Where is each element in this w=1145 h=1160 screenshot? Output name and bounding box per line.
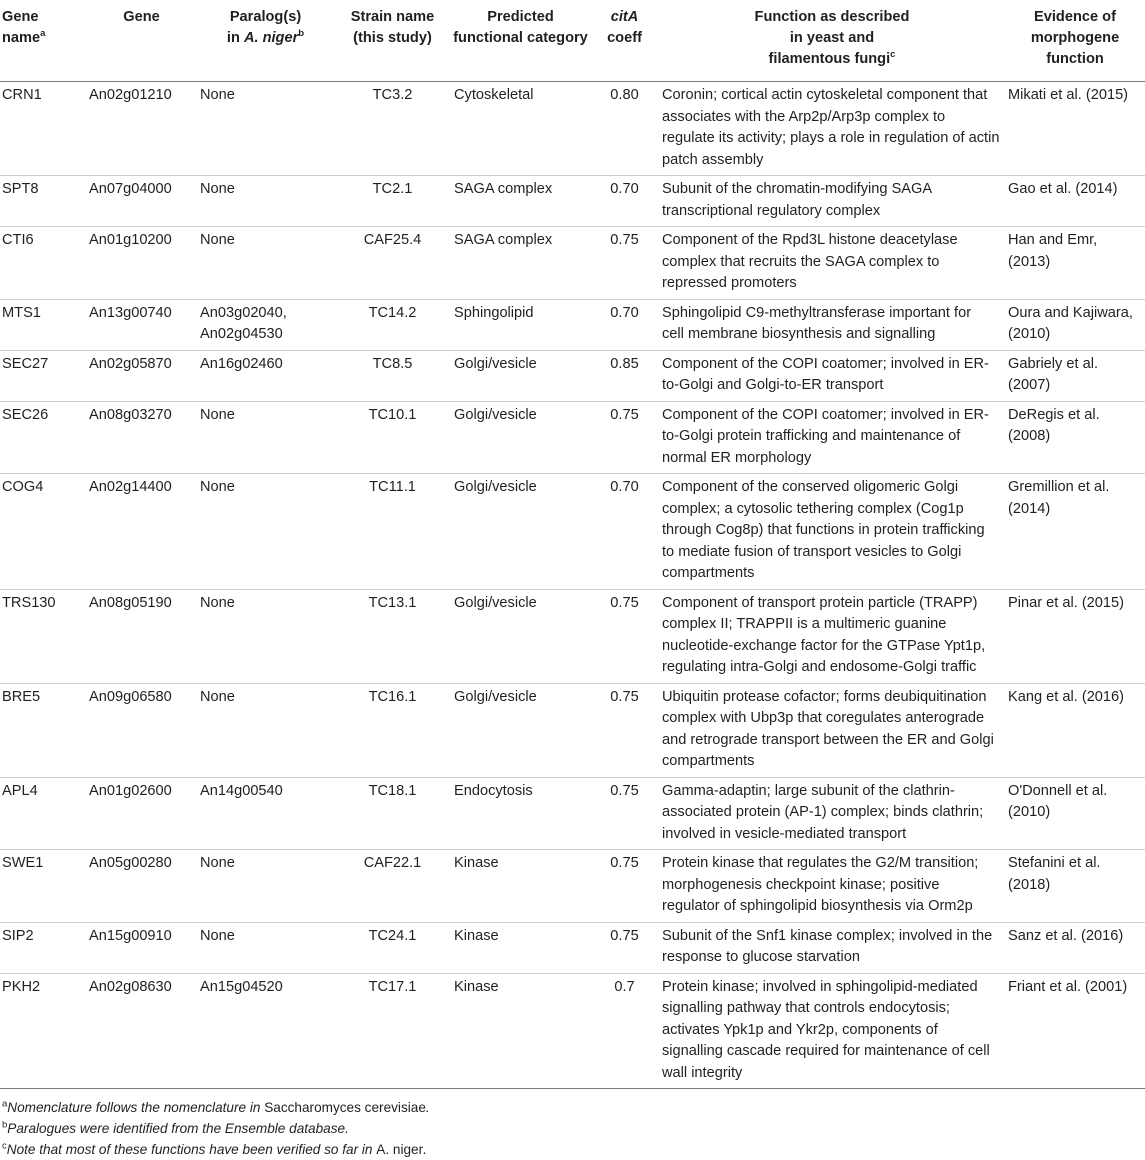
cell-evidence [1005, 973, 1145, 1089]
table-row [0, 176, 1145, 227]
table-row [0, 227, 1145, 300]
cell-function-line: transcriptional regulatory complex [662, 202, 881, 219]
cell-strain: TC17.1 [334, 973, 451, 1089]
cell-function-line: Component of the COPI coatomer; involved in ER- [662, 406, 989, 423]
cell-evidence [1005, 922, 1145, 973]
table-body [0, 82, 1145, 1089]
cell-coeff: 0.75 [590, 683, 659, 777]
cell-function-line: wall integrity [662, 1064, 743, 1081]
cell-coeff: 0.75 [590, 589, 659, 683]
header-paralogs: Paralog(s) in A. niger$^b$ [197, 0, 334, 82]
cell-gene: An01g02600 [86, 777, 197, 850]
cell-function-line: patch assembly [662, 151, 764, 168]
cell-function-line: Gamma-adaptin; large subunit of the clathrin- [662, 782, 955, 799]
cell-category: SAGA complex [451, 227, 590, 300]
header-gene: Gene [86, 0, 197, 82]
cell-evidence [1005, 299, 1145, 350]
cell-paralogs [197, 850, 334, 923]
cell-function [659, 350, 1005, 401]
cell-evidence [1005, 777, 1145, 850]
cell-function-line: Protein kinase that regulates the G2/M transition; [662, 855, 979, 871]
cell-function [659, 973, 1005, 1089]
table-row [0, 973, 1145, 1089]
header-gene-name: Gene name$^a$ [0, 0, 86, 82]
cell-evidence-line: (2010) [1008, 326, 1051, 342]
cell-category: Kinase [451, 973, 590, 1089]
cell-gene: An13g00740 [86, 299, 197, 350]
cell-function-line: to-Golgi and Golgi-to-ER transport [662, 377, 884, 393]
cell-evidence [1005, 683, 1145, 777]
header-coeff: citA coeff [590, 0, 659, 82]
cell-strain: TC14.2 [334, 299, 451, 350]
cell-evidence-line: Gabriely et al. [1008, 355, 1099, 372]
cell-paralogs [197, 82, 334, 176]
cell-evidence-line: (2008) [1008, 428, 1051, 444]
cell-category: Sphingolipid [451, 299, 590, 350]
cell-evidence-line: (2010) [1008, 804, 1051, 820]
cell-evidence-line: Pinar et al. (2015) [1008, 594, 1125, 611]
cell-function [659, 777, 1005, 850]
table-row [0, 474, 1145, 590]
cell-paralogs [197, 777, 334, 850]
cell-function-line: complex II; TRAPPII is a multimeric guanine [662, 616, 947, 632]
cell-function-line: complex with Ubp3p that coregulates anterograde [662, 710, 985, 726]
cell-coeff: 0.75 [590, 922, 659, 973]
cell-gene-name: TRS130 [0, 589, 86, 683]
cell-gene: An08g05190 [86, 589, 197, 683]
cell-function-line: through Cog8p) that functions in protein trafficking [662, 522, 985, 538]
cell-evidence [1005, 176, 1145, 227]
footnote-a: $^a$Nomenclature follows the nomenclature in Saccharomyces cerevisiae. [2, 1098, 430, 1115]
cell-category: Endocytosis [451, 777, 590, 850]
cell-gene-name: SWE1 [0, 850, 86, 923]
cell-gene: An15g00910 [86, 922, 197, 973]
cell-gene: An02g05870 [86, 350, 197, 401]
cell-function-line: Subunit of the Snf1 kinase complex; involved in the [662, 927, 993, 944]
cell-evidence [1005, 589, 1145, 683]
cell-evidence-line: Sanz et al. (2016) [1008, 927, 1124, 944]
cell-category: Kinase [451, 922, 590, 973]
cell-coeff: 0.80 [590, 82, 659, 176]
cell-strain: CAF22.1 [334, 850, 451, 923]
table-row [0, 777, 1145, 850]
table-row [0, 350, 1145, 401]
cell-gene-name: SPT8 [0, 176, 86, 227]
cell-paralogs [197, 683, 334, 777]
cell-function-line: Component of the COPI coatomer; involved in ER- [662, 355, 989, 372]
cell-function [659, 474, 1005, 590]
cell-gene-name: CRN1 [0, 82, 86, 176]
cell-paralogs-line: An02g04530 [200, 326, 283, 342]
cell-function-line: involved in vesicle-mediated transport [662, 825, 907, 842]
cell-function [659, 227, 1005, 300]
cell-gene-name: COG4 [0, 474, 86, 590]
table-row [0, 589, 1145, 683]
cell-paralogs [197, 922, 334, 973]
cell-gene-name: SEC27 [0, 350, 86, 401]
cell-paralogs-line: None [200, 232, 235, 248]
header-evidence: Evidence of morphogene function [1005, 0, 1145, 82]
cell-gene: An07g04000 [86, 176, 197, 227]
footnote-b: $^b$Paralogues were identified from the Ensemble database. [2, 1119, 349, 1136]
cell-category: Kinase [451, 850, 590, 923]
cell-category: Golgi/vesicle [451, 350, 590, 401]
cell-paralogs [197, 176, 334, 227]
cell-gene: An02g14400 [86, 474, 197, 590]
cell-gene-name: SEC26 [0, 401, 86, 474]
cell-gene: An08g03270 [86, 401, 197, 474]
cell-coeff: 0.70 [590, 176, 659, 227]
header-function: Function as described in yeast and filamentous fungi$^c$ [659, 0, 1005, 82]
cell-strain: TC8.5 [334, 350, 451, 401]
cell-category: Golgi/vesicle [451, 683, 590, 777]
cell-function-line: cell membrane biosynthesis and signalling [662, 326, 936, 342]
cell-category: SAGA complex [451, 176, 590, 227]
cell-evidence-line: Stefanini et al. [1008, 855, 1101, 871]
cell-strain: TC2.1 [334, 176, 451, 227]
cell-evidence-line: Gremillion et al. [1008, 479, 1110, 495]
cell-function [659, 589, 1005, 683]
cell-strain: TC16.1 [334, 683, 451, 777]
footnotes [0, 1097, 1145, 1160]
cell-function [659, 299, 1005, 350]
cell-evidence-line: Oura and Kajiwara, [1008, 304, 1133, 321]
cell-function-line: Ubiquitin protease cofactor; forms deubiquitination [662, 688, 987, 705]
cell-function-line: Subunit of the chromatin-modifying SAGA [662, 181, 933, 197]
cell-function-line: Protein kinase; involved in sphingolipid-mediated [662, 978, 978, 995]
table-row [0, 82, 1145, 176]
cell-coeff: 0.85 [590, 350, 659, 401]
cell-strain: CAF25.4 [334, 227, 451, 300]
cell-function-line: associated protein (AP-1) complex; binds clathrin; [662, 804, 984, 820]
cell-gene: An05g00280 [86, 850, 197, 923]
cell-coeff: 0.75 [590, 227, 659, 300]
cell-function-line: associates with the Arp2p/Arp3p complex to [662, 108, 946, 125]
cell-function [659, 683, 1005, 777]
cell-paralogs [197, 401, 334, 474]
header-category: Predicted functional category [451, 0, 590, 82]
cell-paralogs-line: None [200, 181, 235, 197]
cell-evidence [1005, 850, 1145, 923]
cell-paralogs [197, 350, 334, 401]
cell-strain: TC13.1 [334, 589, 451, 683]
cell-evidence-line: (2018) [1008, 876, 1051, 893]
cell-function-line: complex; a cytosolic tethering complex (Cog1p [662, 500, 964, 517]
cell-function-line: to-Golgi protein trafficking and maintenance of [662, 428, 961, 444]
cell-paralogs [197, 474, 334, 590]
cell-paralogs-line: An03g02040, [200, 304, 287, 321]
cell-gene-name: APL4 [0, 777, 86, 850]
cell-gene: An01g10200 [86, 227, 197, 300]
cell-coeff: 0.75 [590, 401, 659, 474]
cell-function-line: morphogenesis checkpoint kinase; positive [662, 876, 940, 893]
cell-paralogs-line: None [200, 479, 235, 495]
cell-evidence-line: DeRegis et al. [1008, 406, 1100, 423]
cell-paralogs-line: None [200, 855, 235, 871]
cell-coeff: 0.7 [590, 973, 659, 1089]
cell-evidence-line: Gao et al. (2014) [1008, 181, 1118, 197]
cell-function-line: Component of the conserved oligomeric Golgi [662, 479, 959, 495]
cell-function [659, 82, 1005, 176]
cell-paralogs-line: None [200, 87, 235, 103]
cell-paralogs-line: None [200, 688, 235, 705]
cell-evidence [1005, 474, 1145, 590]
cell-category: Golgi/vesicle [451, 474, 590, 590]
cell-gene: An09g06580 [86, 683, 197, 777]
cell-function-line: signalling cascade required for maintenance of cell [662, 1043, 990, 1059]
cell-evidence-line: (2007) [1008, 377, 1051, 393]
cell-function-line: activates Ypk1p and Ykr2p, components of [662, 1021, 938, 1038]
cell-gene: An02g01210 [86, 82, 197, 176]
cell-gene: An02g08630 [86, 973, 197, 1089]
cell-evidence [1005, 82, 1145, 176]
cell-strain: TC3.2 [334, 82, 451, 176]
cell-function-line: Sphingolipid C9-methyltransferase important for [662, 304, 972, 321]
cell-evidence-line: Kang et al. (2016) [1008, 688, 1125, 705]
table-row [0, 683, 1145, 777]
cell-paralogs-line: An16g02460 [200, 355, 283, 372]
cell-function-line: complex that recruits the SAGA complex to [662, 253, 940, 270]
cell-function-line: signalling pathway that controls endocytosis; [662, 1000, 950, 1016]
footnote-c: $^c$Note that most of these functions have been verified so far in A. niger. [2, 1140, 427, 1157]
cell-function-line: nucleotide-exchange factor for the GTPase Ypt1p, [662, 637, 986, 654]
table-row [0, 299, 1145, 350]
cell-function [659, 176, 1005, 227]
cell-function-line: normal ER morphology [662, 449, 812, 466]
cell-evidence [1005, 227, 1145, 300]
cell-coeff: 0.70 [590, 474, 659, 590]
cell-paralogs-line: An14g00540 [200, 782, 283, 799]
cell-strain: TC10.1 [334, 401, 451, 474]
cell-function-line: Coronin; cortical actin cytoskeletal component that [662, 87, 988, 103]
cell-evidence-line: O'Donnell et al. [1008, 782, 1108, 799]
cell-strain: TC24.1 [334, 922, 451, 973]
cell-gene-name: SIP2 [0, 922, 86, 973]
table-row [0, 922, 1145, 973]
cell-function-line: regulating intra-Golgi and endosome-Golgi traffic [662, 659, 977, 675]
cell-category: Cytoskeletal [451, 82, 590, 176]
cell-evidence [1005, 350, 1145, 401]
cell-function-line: repressed promoters [662, 275, 797, 291]
table-row [0, 850, 1145, 923]
cell-paralogs [197, 227, 334, 300]
cell-paralogs-line: An15g04520 [200, 978, 283, 995]
cell-coeff: 0.75 [590, 850, 659, 923]
cell-category: Golgi/vesicle [451, 589, 590, 683]
cell-category: Golgi/vesicle [451, 401, 590, 474]
cell-paralogs-line: None [200, 594, 235, 611]
cell-evidence-line: Han and Emr, [1008, 232, 1098, 248]
cell-evidence-line: Mikati et al. (2015) [1008, 87, 1129, 103]
cell-evidence [1005, 401, 1145, 474]
cell-function-line: regulator of sphingolipid biosynthesis via Orm2p [662, 898, 973, 914]
cell-function [659, 401, 1005, 474]
cell-function-line: Component of the Rpd3L histone deacetylase [662, 232, 958, 248]
cell-coeff: 0.75 [590, 777, 659, 850]
cell-gene-name: MTS1 [0, 299, 86, 350]
cell-function [659, 850, 1005, 923]
cell-strain: TC11.1 [334, 474, 451, 590]
cell-evidence-line: (2013) [1008, 253, 1051, 270]
cell-paralogs-line: None [200, 406, 235, 423]
cell-paralogs [197, 589, 334, 683]
cell-function-line: Component of transport protein particle (TRAPP) [662, 594, 978, 611]
cell-gene-name: BRE5 [0, 683, 86, 777]
cell-function-line: to mediate fusion of transport vesicles to Golgi [662, 543, 962, 560]
cell-coeff: 0.70 [590, 299, 659, 350]
cell-gene-name: PKH2 [0, 973, 86, 1089]
table-row [0, 401, 1145, 474]
cell-paralogs [197, 299, 334, 350]
cell-gene-name: CTI6 [0, 227, 86, 300]
cell-evidence-line: (2014) [1008, 500, 1051, 517]
header-row [0, 0, 1145, 82]
cell-function-line: compartments [662, 753, 755, 769]
cell-function-line: and retrograde transport between the ER and Golgi [662, 731, 994, 748]
cell-paralogs [197, 973, 334, 1089]
cell-strain: TC18.1 [334, 777, 451, 850]
cell-function-line: compartments [662, 565, 755, 581]
cell-evidence-line: Friant et al. (2001) [1008, 978, 1128, 995]
cell-function-line: regulate its activity; plays a role in regulation of actin [662, 130, 1000, 146]
cell-function-line: response to glucose starvation [662, 949, 860, 965]
header-strain: Strain name (this study) [334, 0, 451, 82]
cell-function [659, 922, 1005, 973]
cell-paralogs-line: None [200, 927, 235, 944]
